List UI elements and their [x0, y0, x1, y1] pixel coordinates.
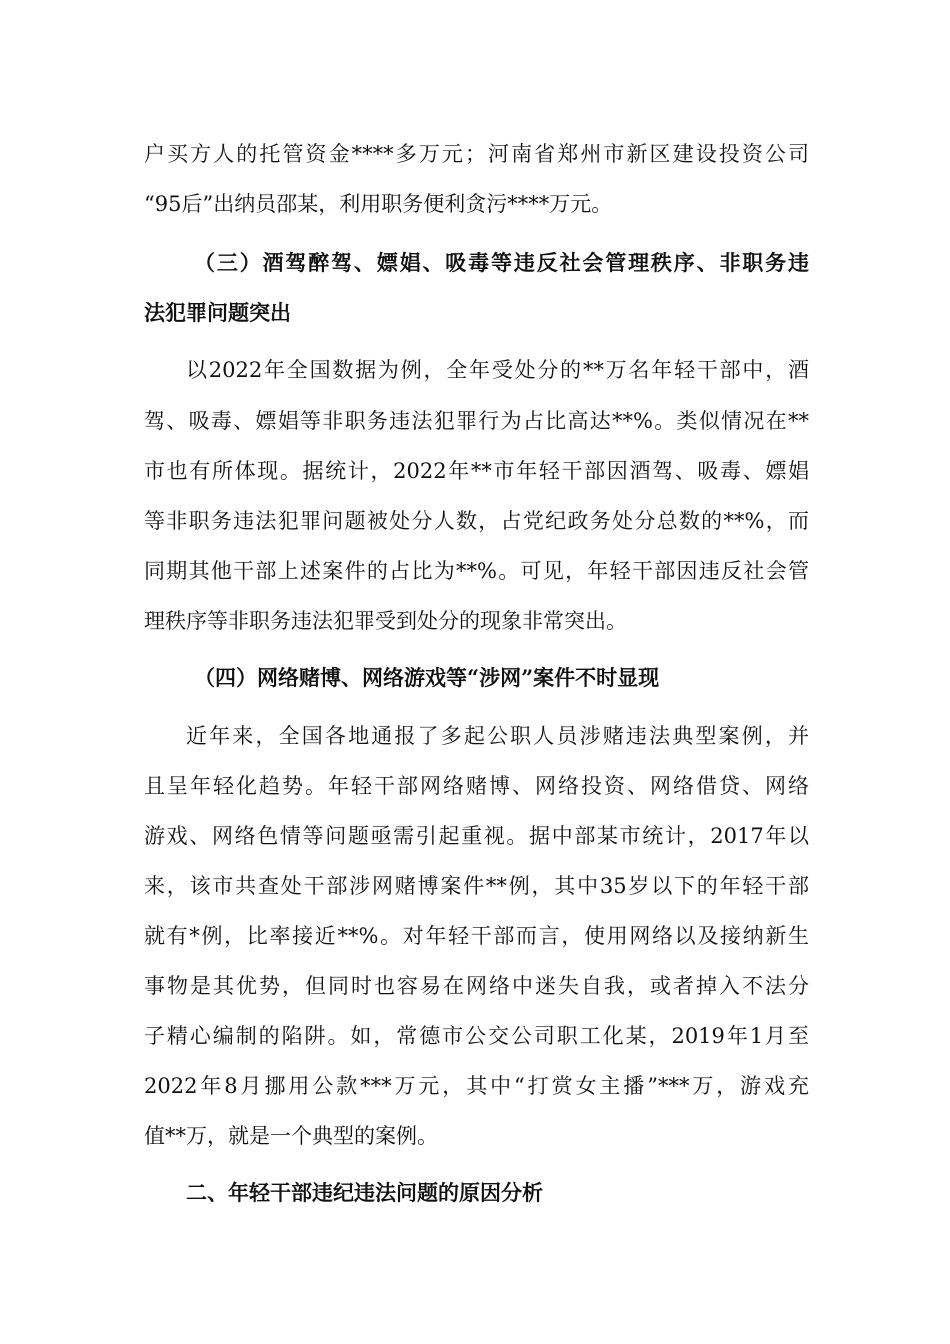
paragraph-line: 等非职务违法犯罪问题被处分人数，占党纪政务处分总数的**%，而 [144, 509, 809, 533]
paragraph-line: 来，该市共查处干部涉网赌博案件**例，其中35岁以下的年轻干部 [144, 874, 809, 898]
paragraph-line: 以2022年全国数据为例，全年受处分的**万名年轻干部中，酒 [186, 358, 809, 382]
paragraph-line: 近年来，全国各地通报了多起公职人员涉赌违法典型案例，并 [186, 724, 809, 748]
section-heading-2: 二、年轻干部违纪违法问题的原因分析 [186, 1180, 543, 1205]
paragraph-line: 驾、吸毒、嫖娼等非职务违法犯罪行为占比高达**%。类似情况在** [144, 409, 809, 433]
paragraph-line: 市也有所体现。据统计，2022年**市年轻干部因酒驾、吸毒、嫖娼 [144, 459, 809, 483]
paragraph-line: 同期其他干部上述案件的占比为**%。可见，年轻干部因违反社会管 [144, 559, 809, 583]
section-heading-3-continued: 法犯罪问题突出 [144, 300, 291, 325]
paragraph-line: “95后”出纳员邵某，利用职务便利贪污****万元。 [144, 192, 613, 216]
paragraph-line: 且呈年轻化趋势。年轻干部网络赌博、网络投资、网络借贷、网络 [144, 774, 809, 798]
paragraph-line: 事物是其优势，但同时也容易在网络中迷失自我，或者掉入不法分 [144, 974, 809, 998]
paragraph-line: 子精心编制的陷阱。如，常德市公交公司职工化某，2019年1月至 [144, 1024, 809, 1048]
paragraph-line: 理秩序等非职务违法犯罪受到处分的现象非常突出。 [144, 609, 627, 633]
paragraph-line: 值**万，就是一个典型的案例。 [144, 1124, 438, 1148]
paragraph-line: 户买方人的托管资金****多万元；河南省郑州市新区建设投资公司 [144, 142, 809, 166]
paragraph-line: 2022年8月挪用公款***万元，其中“打赏女主播”***万，游戏充 [144, 1074, 809, 1098]
section-heading-3: （三）酒驾醉驾、嫖娼、吸毒等违反社会管理秩序、非职务违 [194, 250, 809, 275]
paragraph-line: 游戏、网络色情等问题亟需引起重视。据中部某市统计，2017年以 [144, 824, 809, 848]
paragraph-line: 就有*例，比率接近**%。对年轻干部而言，使用网络以及接纳新生 [144, 924, 809, 948]
section-heading-4: （四）网络赌博、网络游戏等“涉网”案件不时显现 [194, 665, 660, 690]
